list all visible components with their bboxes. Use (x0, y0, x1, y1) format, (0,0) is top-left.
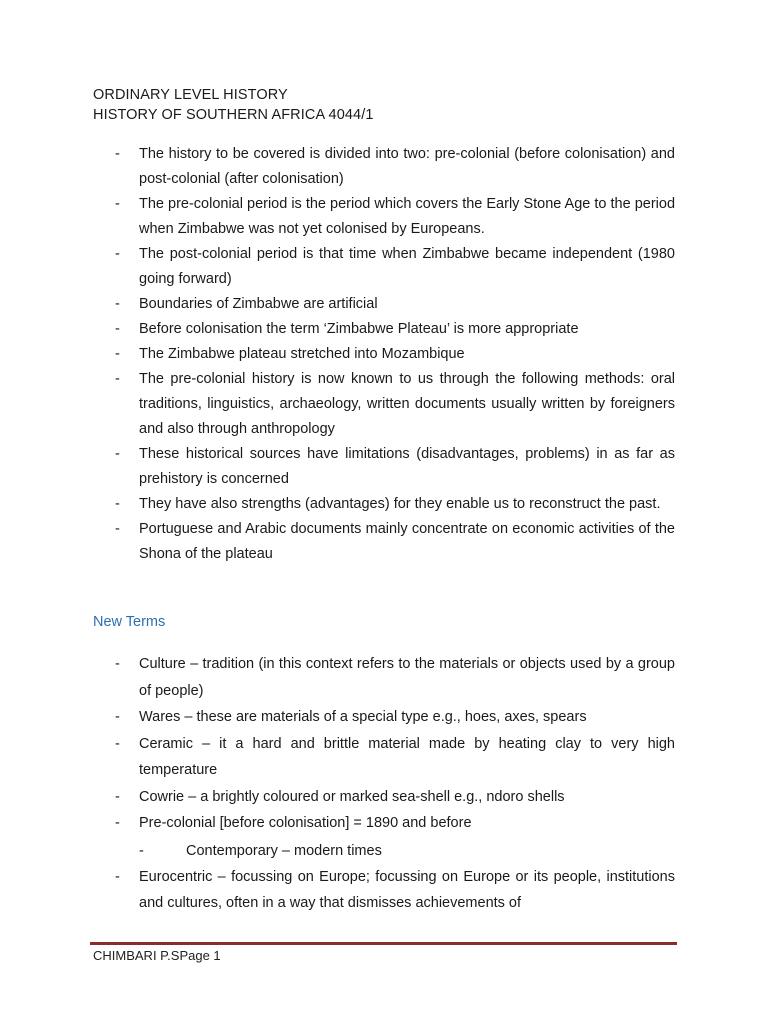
page-footer: CHIMBARI P.SPage 1 (93, 948, 221, 963)
list-item-text: The pre-colonial period is the period which covers the Early Stone Age to the period when Zimbabwe was not yet colonised by Europeans. (139, 196, 676, 237)
list-item-text: Portuguese and Arabic documents mainly concentrate on economic activities of the Shona of the plateau (139, 521, 675, 562)
bullet-dash: - (115, 296, 120, 312)
list-item (93, 367, 675, 442)
list-item (93, 192, 675, 242)
bullet-dash: - (115, 246, 120, 262)
list-item-text: Boundaries of Zimbabwe are artificial (139, 296, 378, 312)
bullet-dash: - (115, 815, 120, 831)
list-item-text: The pre-colonial history is now known to us through the following methods: oral traditions, linguistics, archaeology, written documents usually written by foreigners and also through anthropology (139, 371, 675, 437)
bullet-dash: - (115, 446, 120, 462)
term-item (93, 731, 675, 784)
list-item (93, 342, 675, 367)
bullet-dash: - (115, 346, 120, 362)
term-text: Wares – these are materials of a special type e.g., hoes, axes, spears (139, 709, 587, 725)
bullet-dash: - (115, 371, 120, 387)
bullet-dash: - (115, 735, 120, 752)
term-item (93, 810, 675, 837)
list-item (93, 242, 675, 292)
list-item (93, 492, 675, 517)
bullet-dash: - (115, 321, 120, 337)
list-item-text: The Zimbabwe plateau stretched into Mozambique (139, 346, 465, 362)
bullet-dash: - (115, 521, 120, 537)
list-item (93, 517, 675, 567)
term-text: Culture – tradition (in this context refers to the materials or objects used by a group of people) (139, 656, 675, 699)
list-item (93, 442, 675, 492)
intro-list (93, 142, 675, 567)
sub-term-item (93, 838, 675, 864)
list-item (93, 142, 675, 192)
list-item-text: The post-colonial period is that time when Zimbabwe became independent (1980 going forward) (139, 246, 675, 287)
term-text: Ceramic – it a hard and brittle material made by heating clay to very high temperature (139, 735, 675, 778)
term-text: Pre-colonial [before colonisation] = 1890 and before (139, 815, 472, 831)
bullet-dash: - (115, 709, 120, 725)
bullet-dash: - (115, 146, 120, 162)
terms-list (93, 651, 675, 917)
document-subtitle: HISTORY OF SOUTHERN AFRICA 4044/1 (93, 107, 374, 123)
list-item-text: These historical sources have limitations (disadvantages, problems) in as far as prehistory is concerned (139, 446, 675, 487)
sub-term-text: Contemporary – modern times (186, 842, 382, 859)
term-text: Eurocentric – focussing on Europe; focussing on Europe or its people, institutions and cultures, often in a way that dismisses achievements of (139, 868, 675, 911)
list-item (93, 292, 675, 317)
term-item (93, 651, 675, 704)
term-text: Cowrie – a brightly coloured or marked sea-shell e.g., ndoro shells (139, 788, 565, 805)
list-item (93, 317, 675, 342)
document-title: ORDINARY LEVEL HISTORY (93, 87, 288, 103)
bullet-dash: - (115, 196, 120, 212)
list-item-text: The history to be covered is divided into two: pre-colonial (before colonisation) and post-colonial (after colonisation) (139, 146, 675, 187)
term-item (93, 704, 675, 731)
bullet-dash: - (115, 656, 120, 672)
bullet-dash: - (139, 842, 144, 859)
term-item (93, 784, 675, 811)
bullet-dash: - (115, 496, 120, 512)
footer-divider (90, 942, 677, 945)
new-terms-heading: New Terms (93, 614, 166, 630)
bullet-dash: - (115, 868, 120, 885)
bullet-dash: - (115, 788, 120, 805)
list-item-text: They have also strengths (advantages) for they enable us to reconstruct the past. (139, 496, 661, 512)
term-item (93, 864, 675, 917)
list-item-text: Before colonisation the term ‘Zimbabwe Plateau’ is more appropriate (139, 321, 579, 337)
